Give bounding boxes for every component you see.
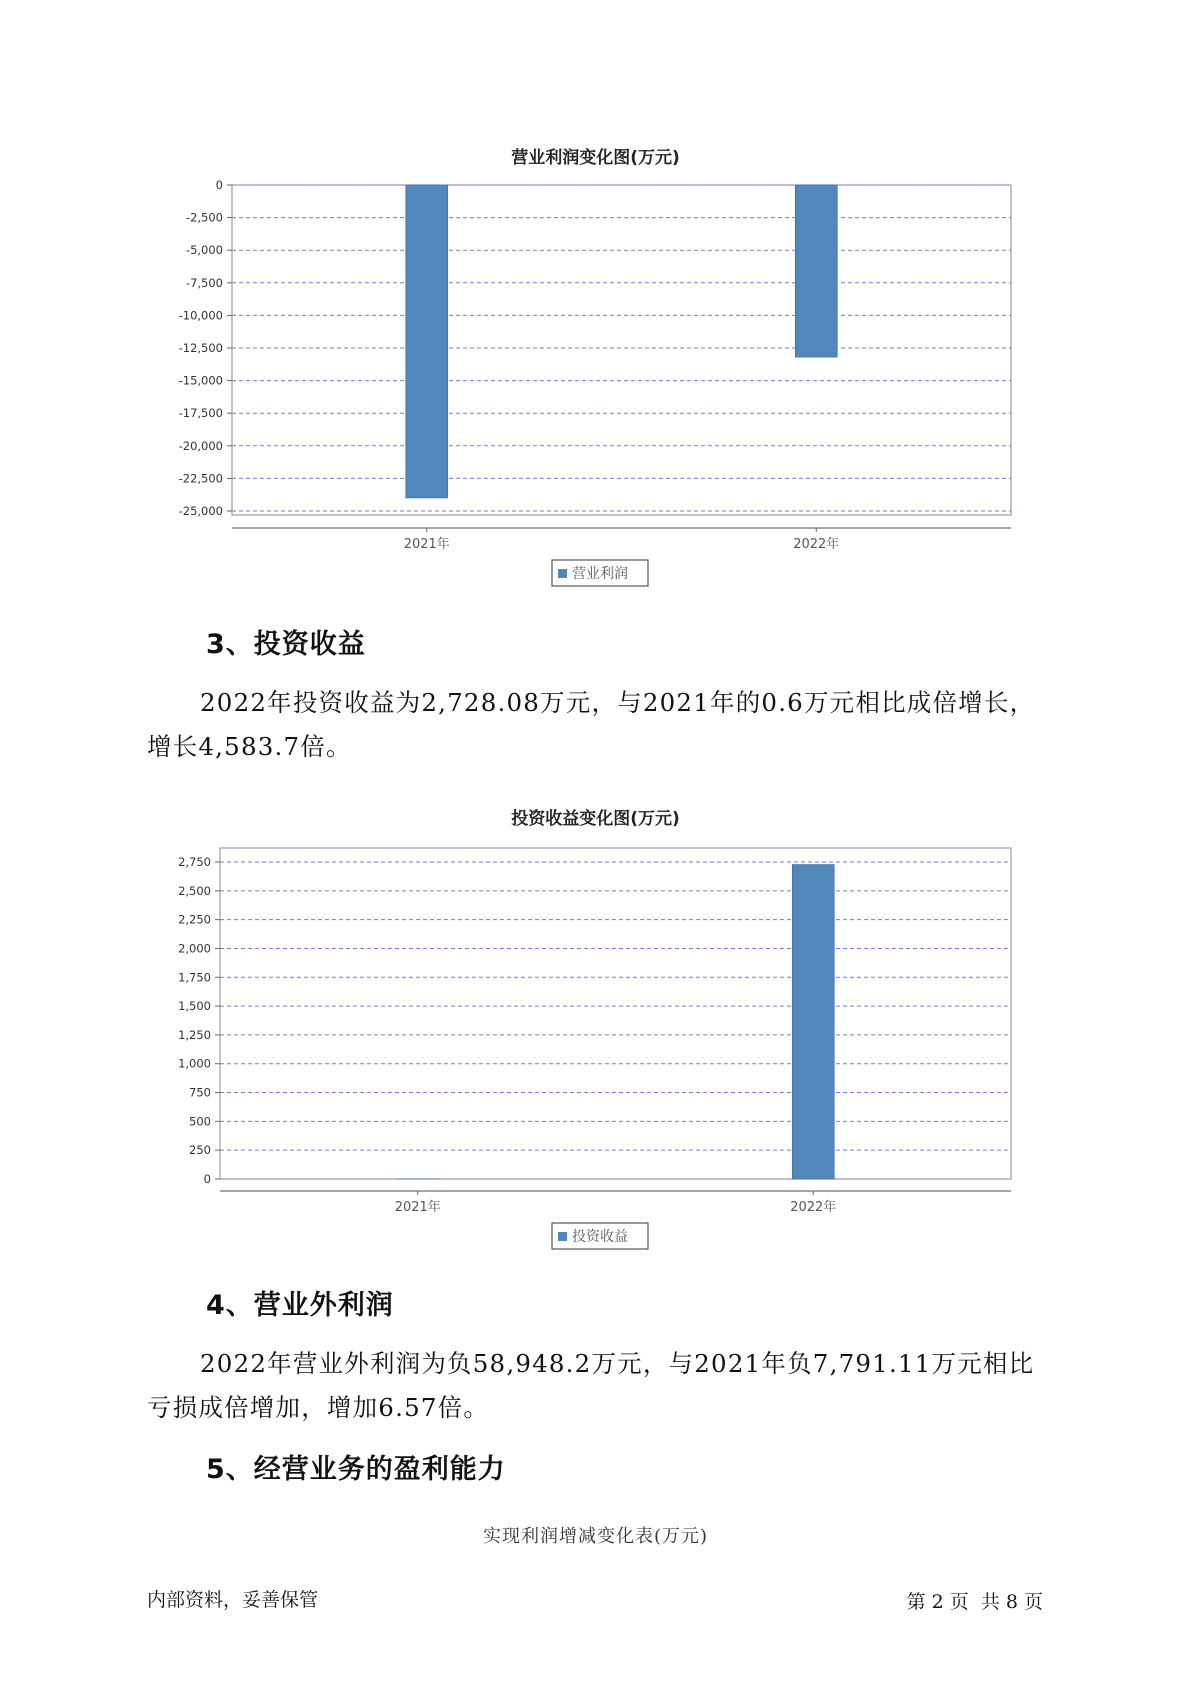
y-tick-label: -2,500 (185, 210, 223, 225)
y-tick-label: 1,500 (178, 999, 211, 1014)
y-tick-label: -17,500 (178, 406, 223, 421)
y-tick-label: 2,500 (178, 883, 211, 898)
y-tick-label: 2,250 (178, 912, 211, 927)
legend (552, 1223, 648, 1249)
y-tick-label: -7,500 (185, 275, 223, 290)
y-tick-label: 500 (189, 1114, 211, 1129)
y-tick-label: 750 (189, 1085, 211, 1100)
y-tick-label: 250 (189, 1143, 211, 1158)
x-tick-label: 2022年 (793, 537, 840, 552)
y-tick-label: 1,250 (178, 1027, 211, 1042)
y-tick-label: -12,500 (178, 341, 223, 355)
y-tick-label: -25,000 (178, 504, 223, 518)
y-tick-label: 1,000 (178, 1056, 211, 1071)
y-tick-label: 1,750 (178, 970, 211, 985)
legend-label: 营业利润 (572, 566, 628, 582)
chart1-title: 营业利润变化图(万元) (511, 148, 680, 168)
table-caption: 实现利润增减变化表(万元) (482, 1526, 709, 1547)
y-tick-label: -22,500 (178, 471, 223, 486)
y-tick-label: -5,000 (185, 243, 223, 258)
footer-page-number: 第 2 页 共 8 页 (906, 1591, 1043, 1613)
section-3-line-2: 增长4,583.7倍。 (147, 732, 352, 761)
legend-label: 投资收益 (572, 1229, 628, 1245)
section-3-heading: 3、投资收益 (206, 629, 366, 660)
section-4-line-2: 亏损成倍增加，增加6.57倍。 (147, 1393, 490, 1422)
section-5-heading: 5、经营业务的盈利能力 (206, 1454, 506, 1485)
footer-confidential: 内部资料，妥善保管 (147, 1589, 319, 1611)
y-tick-label: 2,000 (178, 941, 211, 956)
x-tick-label: 2022年 (790, 1200, 837, 1215)
section-4-paragraph (147, 1342, 1047, 1430)
chart2-title: 投资收益变化图(万元) (511, 809, 680, 829)
legend-swatch (558, 1232, 567, 1241)
section-4-heading: 4、营业外利润 (206, 1290, 394, 1321)
y-tick-label: -10,000 (178, 308, 223, 323)
y-tick-label: 2,750 (178, 855, 211, 869)
y-tick-label: -20,000 (178, 438, 223, 453)
y-tick-label: -15,000 (178, 373, 223, 388)
x-tick-label: 2021年 (394, 1200, 441, 1215)
y-tick-label: 0 (203, 1172, 211, 1186)
bar-2022年 (792, 865, 834, 1179)
section-4-line-1: 2022年营业外利润为负58,948.2万元，与2021年负7,791.11万元相比 (200, 1349, 1035, 1378)
y-tick-label: 0 (215, 178, 223, 192)
x-tick-label: 2021年 (403, 537, 450, 552)
plot-area (220, 848, 1011, 1179)
section-3-line-1: 2022年投资收益为2,728.08万元，与2021年的0.6万元相比成倍增长， (200, 688, 1036, 717)
